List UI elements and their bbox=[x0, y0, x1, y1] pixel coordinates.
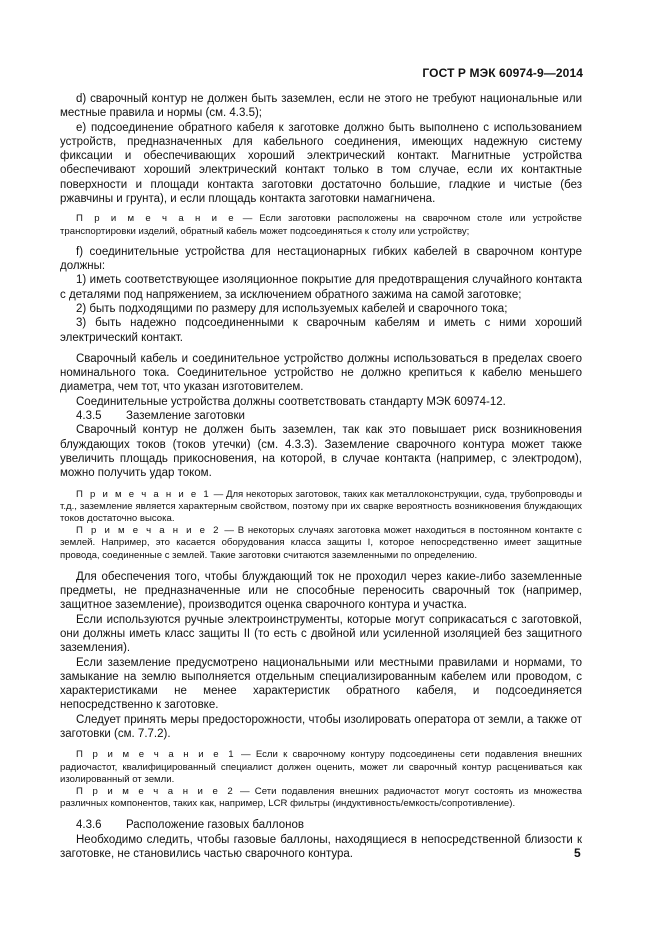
paragraph-connectors: Соединительные устройства должны соответствовать стандарту МЭК 60974-12. bbox=[76, 395, 506, 408]
paragraph-prevent: Для обеспечения того, чтобы блуждающий ток не проходил через какие-либо заземленные предметы, не предназначенные или не способные переносить сварочный ток (например, защитное заземление), производится оценка сварочного контура и участка. bbox=[60, 570, 582, 612]
paragraph-e: e) подсоединение обратного кабеля к заготовке должно быть выполнено с использованием устройств, предназначенных для кабельного соединения, имеющих надежную систему фиксации и обеспечивающих хороший электрический контакт. Магнитные устройства обеспечивают хороший электрический контакт только в том случае, если их контактные поверхности и площади контакта заготовки достаточно большие, гладкие и чистые (без ржавчины и грунта), и если площадь контакта заготовки намагничена. bbox=[60, 121, 582, 206]
standard-header: ГОСТ Р МЭК 60974-9—2014 bbox=[422, 66, 583, 80]
section-heading-435 bbox=[60, 409, 582, 423]
note-2-radio bbox=[60, 786, 582, 810]
paragraph-436: Необходимо следить, чтобы газовые баллоны, находящиеся в непосредственной близости к заготовке, не становились частью сварочного контура. bbox=[60, 833, 582, 860]
paragraph-cable: Сварочный кабель и соединительное устройство должны использоваться в пределах своего номинального тока. Соединительное устройство не должно крепиться к кабелю меньшего диаметра, чем тот, что указан изготовителем. bbox=[60, 352, 582, 394]
document-body bbox=[60, 92, 582, 861]
note-text: — Если заготовки расположены на сварочном столе или устройстве транспортировки изделий, обратный кабель может подсоединяться к столу или устройству; bbox=[60, 213, 582, 237]
note-label: П р и м е ч а н и е 2 bbox=[76, 785, 235, 797]
note-text: — Если к сварочному контуру подсоединены сети подавления внешних радиочастот, квалифицированный специалист должен оценить, может ли сварочный контур расцениваться как изолированный от земли. bbox=[60, 749, 583, 785]
paragraph-f: f) соединительные устройства для нестационарных гибких кабелей в сварочном контуре должны: bbox=[60, 245, 582, 273]
paragraph-tools: Если используются ручные электроинструменты, которые могут соприкасаться с заготовкой, они должны иметь класс защиты II (то есть с двойной или усиленной изоляцией без защитного заземления). bbox=[60, 613, 582, 655]
section-number: 4.3.6 bbox=[76, 819, 102, 832]
note-1-structures bbox=[60, 489, 582, 526]
note-label: П р и м е ч а н и е bbox=[76, 213, 236, 225]
note-label: П р и м е ч а н и е 2 bbox=[76, 525, 221, 537]
note-text: — Сети подавления внешних радиочастот могут состоять из множества различных компонентов, таких как, например, LCR фильтры (индуктивность/емкость/сопротивление). bbox=[60, 785, 583, 810]
paragraph-f1: 1) иметь соответствующее изоляционное покрытие для предотвращения случайного контакта с деталями под напряжением, за исключением обратного зажима на самой заготовке; bbox=[60, 274, 582, 301]
paragraph-ground: Если заземление предусмотрено национальными или местными правилами и нормами, то замыкание на землю выполняется отдельным специализированным кабелем или проводом, с характеристиками не менее характеристик обратного кабеля, и подсоединяется непосредственно к заготовке. bbox=[60, 656, 582, 712]
note-label: П р и м е ч а н и е 1 bbox=[76, 749, 236, 761]
paragraph-d: d) сварочный контур не должен быть заземлен, если не этого не требуют национальные или местные правила и нормы (см. 4.3.5); bbox=[60, 93, 582, 120]
paragraph-f2: 2) быть подходящими по размеру для используемых кабелей и сварочного тока; bbox=[76, 302, 508, 315]
paragraph-isolate: Следует принять меры предосторожности, чтобы изолировать оператора от земли, а также от заготовки (см. 7.7.2). bbox=[60, 713, 582, 741]
section-heading-436 bbox=[60, 818, 582, 832]
section-title: Расположение газовых баллонов bbox=[126, 819, 304, 832]
note-text: — Для некоторых заготовок, таких как металлоконструкции, суда, трубопроводы и т.д., заземление является характерным свойством, поэтому при их сварке вероятность возникновения блуждающих токов достаточно высока. bbox=[60, 488, 582, 524]
page-number: 5 bbox=[574, 846, 581, 860]
note-1-radio bbox=[60, 749, 582, 786]
note-2-class bbox=[60, 525, 582, 562]
paragraph-435: Сварочный контур не должен быть заземлен, так как это повышает риск возникновения блуждающих токов (токов утечки) (см. 4.3.3). Заземление сварочного контура может также увеличить площадь прикосновения, на которой, в случае контакта (например, с электродом), можно получить удар током. bbox=[60, 424, 582, 480]
section-number: 4.3.5 bbox=[76, 410, 102, 423]
paragraph-f3: 3) быть надежно подсоединенными к сварочным кабелям и иметь с ними хороший электрический контакт. bbox=[60, 317, 582, 344]
note-label: П р и м е ч а н и е 1 bbox=[76, 488, 211, 500]
note-text: — В некоторых случаях заготовка может находиться в постоянном контакте с землей. Например, это касается оборудования класса защиты I, которое непосредственно имеет защитные провода, соединенные с землей. Такие заготовки считаются заземленными по определению. bbox=[60, 525, 582, 561]
section-title: Заземление заготовки bbox=[126, 410, 245, 423]
note-worktable bbox=[60, 213, 582, 237]
